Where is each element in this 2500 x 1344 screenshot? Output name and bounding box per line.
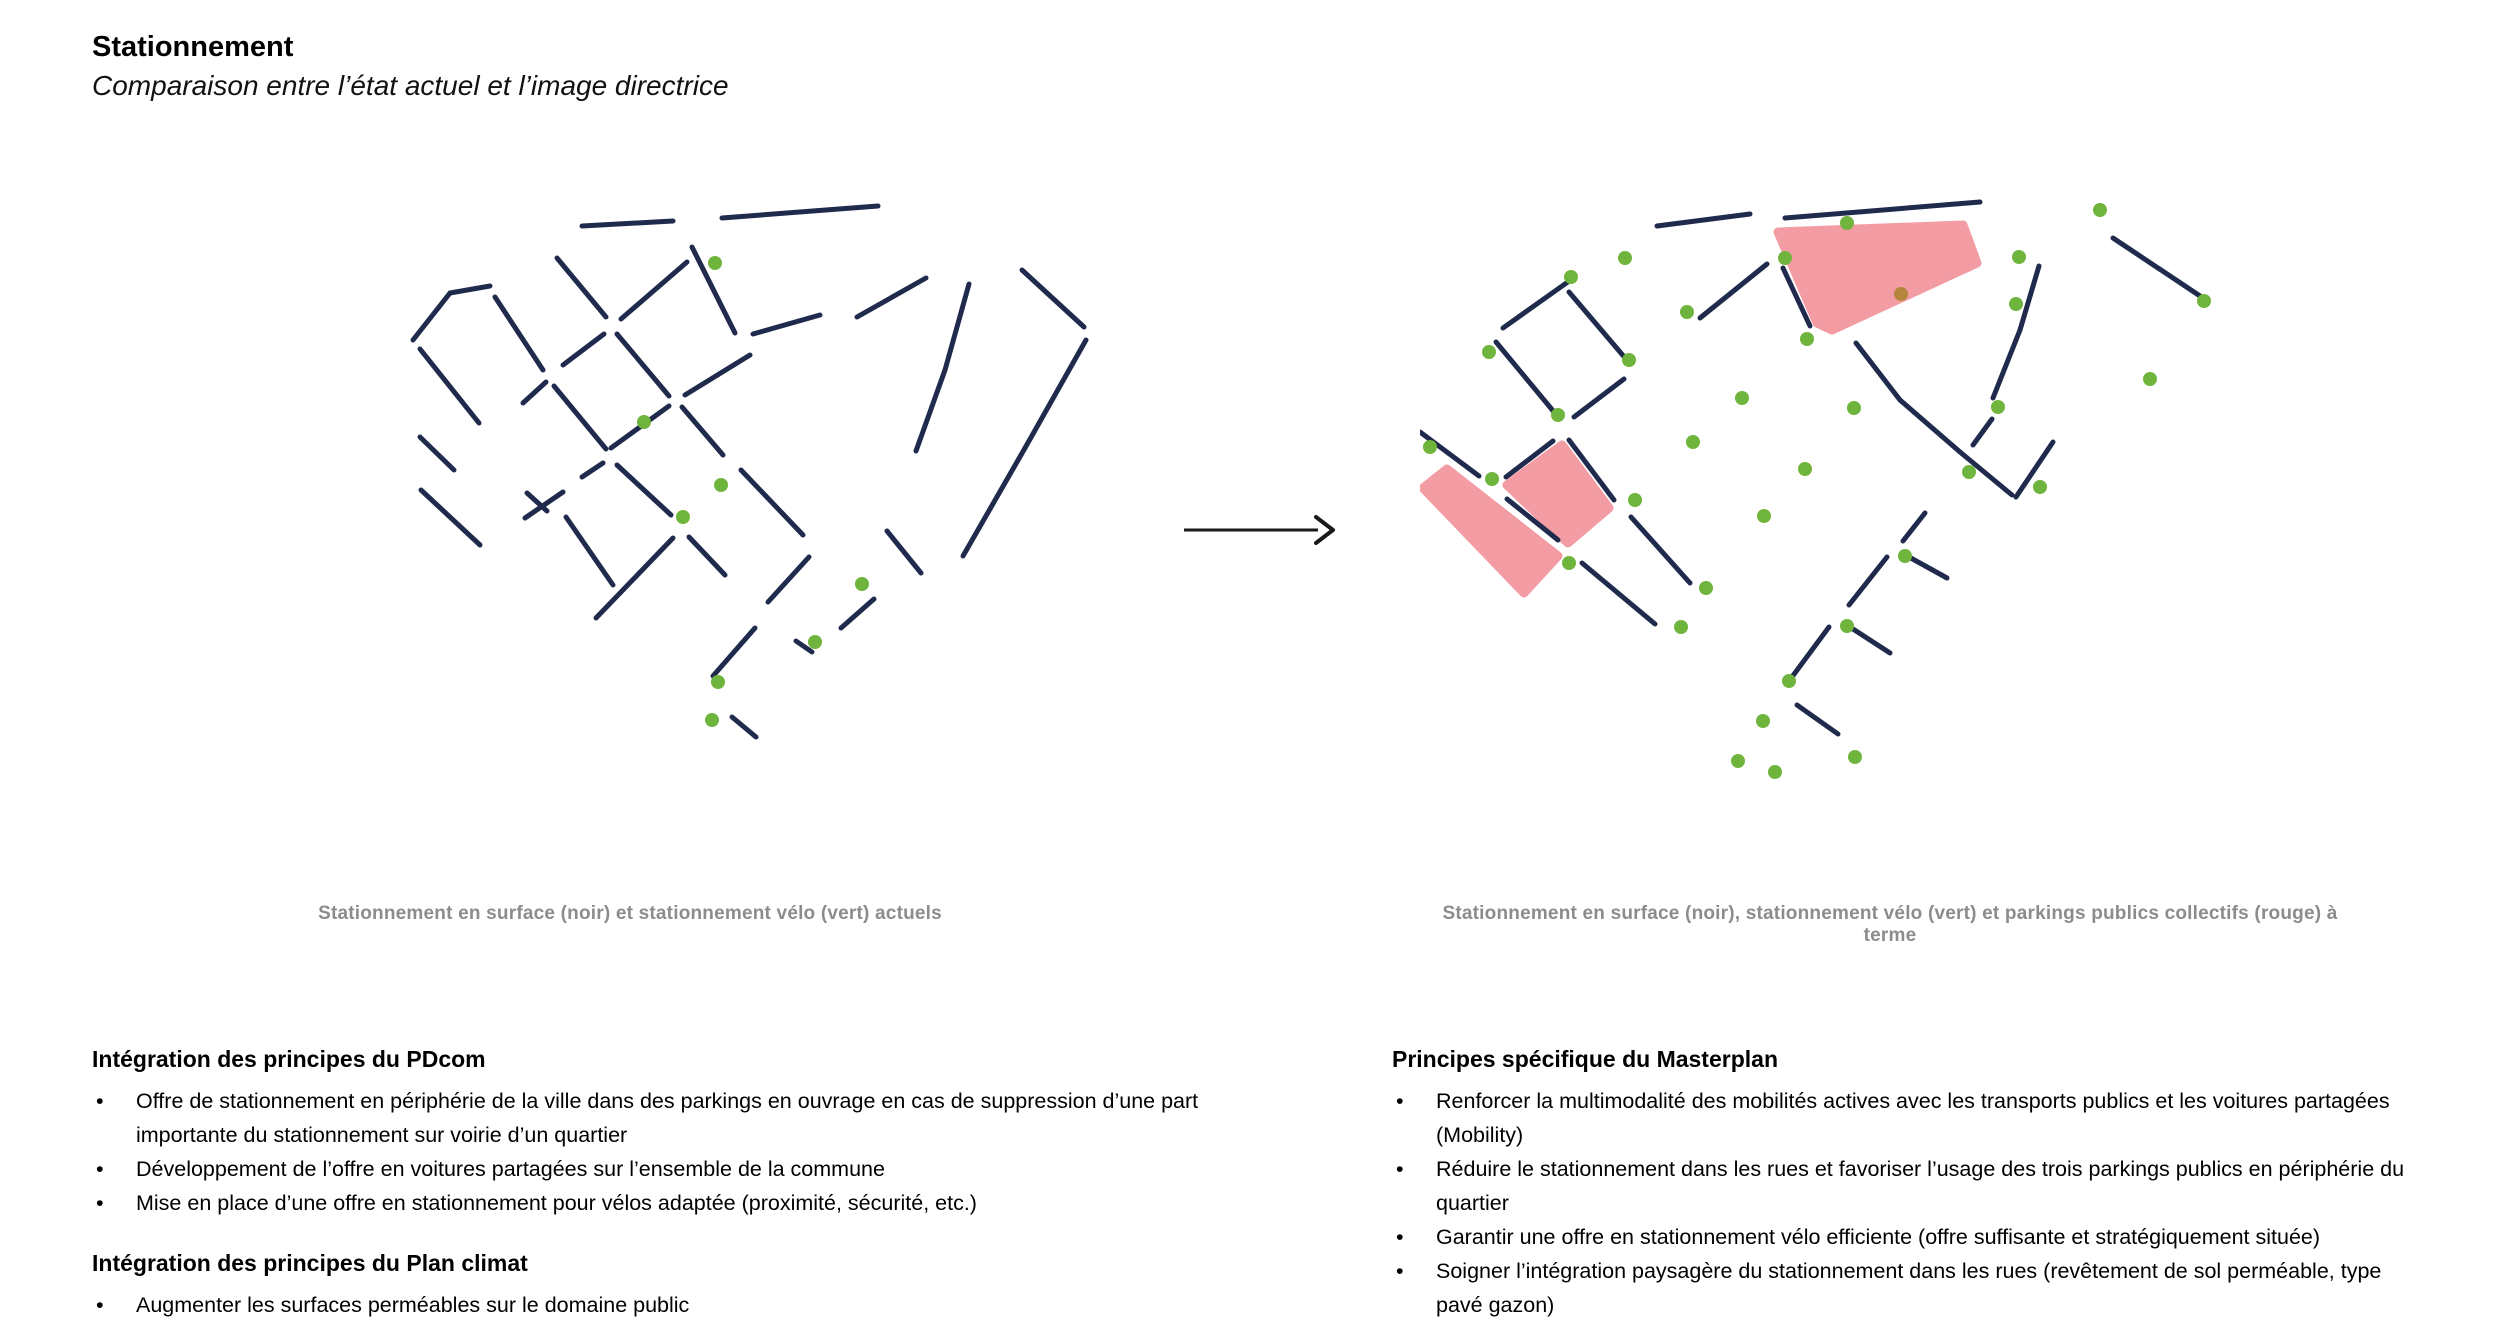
bike-parking-dot — [1680, 305, 1694, 319]
street-parking-segment — [722, 206, 878, 218]
transition-arrow-icon — [1178, 508, 1342, 552]
street-parking-segment — [1574, 379, 1624, 417]
bullet-marker: • — [96, 1191, 104, 1215]
bike-parking-dot — [1757, 509, 1771, 523]
street-parking-segment — [1909, 557, 1947, 578]
bike-parking-dot — [1782, 674, 1796, 688]
bike-parking-dot — [1699, 581, 1713, 595]
bullet-marker: • — [1396, 1259, 1404, 1283]
bike-parking-dot — [2093, 203, 2107, 217]
street-parking-segment — [554, 386, 606, 449]
section-heading: Intégration des principes du PDcom — [92, 1046, 486, 1072]
street-parking-segment — [621, 262, 687, 319]
right-map-caption: Stationnement en surface (noir), stationnement vélo (vert) et parkings publics collectifs (rouge) à terme — [1442, 903, 2338, 946]
bike-parking-dot — [1840, 216, 1854, 230]
bike-parking-dot — [1622, 353, 1636, 367]
bullet-marker: • — [1396, 1225, 1404, 1249]
street-parking-segment — [1993, 330, 2020, 398]
bike-parking-dot — [1756, 714, 1770, 728]
bike-parking-dot — [1731, 754, 1745, 768]
bike-parking-dot — [1991, 400, 2005, 414]
bullet-item — [1392, 1152, 2417, 1220]
bike-parking-dot — [1768, 765, 1782, 779]
street-parking-segment — [1657, 214, 1750, 226]
page-subtitle: Comparaison entre l’état actuel et l’image directrice — [92, 69, 729, 101]
header — [92, 32, 729, 102]
bike-parking-dot — [1551, 408, 1565, 422]
bike-parking-dot — [637, 415, 651, 429]
street-parking-segment — [1569, 292, 1626, 359]
bullet-marker: • — [1396, 1157, 1404, 1181]
street-parking-segment — [557, 258, 606, 317]
street-parking-segment — [963, 448, 1025, 556]
bullet-text: Augmenter les surfaces perméables sur le domaine public — [136, 1293, 690, 1317]
street-parking-segment — [1631, 517, 1690, 583]
bullet-item — [92, 1084, 1257, 1152]
street-parking-segment — [617, 465, 671, 515]
street-parking-segment — [582, 221, 673, 226]
street-parking-segment — [1903, 513, 1925, 541]
bullet-text: Mise en place d’une offre en stationnement pour vélos adaptée (proximité, sécurité, etc.) — [136, 1191, 977, 1215]
bike-parking-dot — [1962, 465, 1976, 479]
bullet-marker: • — [96, 1157, 104, 1181]
bike-parking-dot — [1798, 462, 1812, 476]
bike-parking-dot — [1848, 750, 1862, 764]
street-parking-segment — [1582, 563, 1655, 624]
bike-parking-dot — [1564, 270, 1578, 284]
street-parking-segment — [1856, 343, 1900, 400]
street-parking-segment — [741, 470, 803, 535]
bike-parking-dot — [1898, 549, 1912, 563]
bullet-text: Offre de stationnement en périphérie de la ville dans des parkings en ouvrage en cas de suppression d’une part importante du stationnement sur voirie d’un quartier — [136, 1089, 1199, 1147]
street-parking-segment — [1496, 342, 1554, 412]
street-parking-segment — [1797, 705, 1838, 734]
bike-parking-dot-on-parking — [1894, 287, 1908, 301]
street-parking-segment — [916, 370, 945, 451]
bike-parking-dot — [855, 577, 869, 591]
section-heading: Intégration des principes du Plan climat — [92, 1250, 528, 1276]
street-parking-segment — [421, 490, 480, 545]
street-parking-segment — [768, 557, 809, 602]
street-parking-segment — [689, 537, 725, 575]
bike-parking-dot — [1800, 332, 1814, 346]
bike-parking-dot — [708, 256, 722, 270]
street-parking-segment — [617, 334, 669, 396]
street-parking-segment — [1789, 627, 1829, 681]
street-parking-segment — [2113, 238, 2200, 296]
street-parking-segment — [1025, 340, 1086, 448]
bike-parking-dot — [676, 510, 690, 524]
bike-parking-dot — [2009, 297, 2023, 311]
street-parking-segment — [887, 531, 921, 573]
bike-parking-dot — [1735, 391, 1749, 405]
bullet-text: Développement de l’offre en voitures partagées sur l’ensemble de la commune — [136, 1157, 885, 1181]
bike-parking-dot — [705, 713, 719, 727]
street-parking-segment — [523, 382, 546, 403]
bullet-marker: • — [1396, 1089, 1404, 1113]
street-parking-segment — [420, 437, 454, 470]
street-parking-segment — [1503, 279, 1572, 328]
street-parking-segment — [420, 349, 479, 423]
left-map-caption: Stationnement en surface (noir) et stationnement vélo (vert) actuels — [318, 903, 942, 924]
bullet-text: Garantir une offre en stationnement vélo efficiente (offre suffisante et stratégiquement située) — [1436, 1225, 2321, 1249]
street-parking-segment — [841, 599, 874, 628]
bike-parking-dot — [1840, 619, 1854, 633]
bullet-item — [1392, 1084, 2417, 1152]
bike-parking-dot — [2033, 480, 2047, 494]
bullet-text: Soigner l’intégration paysagère du stationnement dans les rues (revêtement de sol perméable, type pavé gazon) — [1436, 1259, 2382, 1317]
principles-column-right — [1392, 1038, 2417, 1344]
bullet-marker: • — [96, 1293, 104, 1317]
bike-parking-dot — [1485, 472, 1499, 486]
bullet-item — [92, 1288, 1257, 1322]
bike-parking-dot — [2143, 372, 2157, 386]
bike-parking-dot — [1482, 345, 1496, 359]
bike-parking-dot — [1562, 556, 1576, 570]
target-state-map — [1420, 190, 2260, 820]
street-parking-segment — [713, 628, 755, 676]
bike-parking-dot — [808, 635, 822, 649]
bullet-item — [1392, 1220, 2417, 1254]
bike-parking-dot — [2197, 294, 2211, 308]
street-parking-segment — [566, 517, 613, 585]
bike-parking-dot — [714, 478, 728, 492]
bike-parking-dot — [1674, 620, 1688, 634]
bike-parking-dot — [1423, 440, 1437, 454]
street-parking-segment — [682, 407, 723, 455]
current-state-map — [400, 190, 1120, 790]
street-parking-segment — [1973, 419, 1992, 445]
street-parking-segment — [1853, 629, 1890, 653]
bullet-marker: • — [96, 1089, 104, 1113]
street-parking-segment — [1900, 400, 1960, 452]
street-parking-segment — [685, 355, 750, 395]
section-heading: Principes spécifique du Masterplan — [1392, 1046, 1778, 1072]
street-parking-segment — [857, 278, 926, 317]
bike-parking-dot — [1628, 493, 1642, 507]
bike-parking-dot — [711, 675, 725, 689]
street-parking-segment — [450, 286, 490, 293]
street-parking-segment — [1022, 270, 1084, 327]
bullet-item — [92, 1152, 1257, 1186]
street-parking-segment — [582, 463, 603, 477]
bullet-list — [92, 1084, 1257, 1220]
bullet-text: Renforcer la multimodalité des mobilités actives avec les transports publics et les voitures partagées (Mobility) — [1436, 1089, 2390, 1147]
bike-parking-dot — [1847, 401, 1861, 415]
street-parking-segment — [1849, 557, 1887, 605]
street-parking-segment — [2020, 266, 2039, 330]
public-parking-area — [1778, 225, 1977, 330]
street-parking-segment — [753, 315, 820, 334]
principles-column-left — [92, 1038, 1257, 1344]
street-parking-segment — [732, 717, 756, 737]
bike-parking-dot — [1618, 251, 1632, 265]
street-parking-segment — [945, 284, 969, 370]
street-parking-segment — [495, 297, 543, 370]
street-parking-segment — [1700, 264, 1767, 318]
bike-parking-dot — [2012, 250, 2026, 264]
street-parking-segment — [563, 334, 604, 365]
bullet-list — [92, 1288, 1257, 1322]
bike-parking-dot — [1686, 435, 1700, 449]
page-title: Stationnement — [92, 31, 294, 63]
street-parking-segment — [413, 293, 450, 340]
bike-parking-dot — [1778, 251, 1792, 265]
bullet-item — [1392, 1254, 2417, 1322]
street-parking-segment — [1785, 202, 1980, 218]
bullet-list — [1392, 1084, 2417, 1322]
bullet-item — [92, 1186, 1257, 1220]
bullet-text: Réduire le stationnement dans les rues et favoriser l’usage des trois parkings publics en périphérie du quartier — [1436, 1157, 2405, 1215]
